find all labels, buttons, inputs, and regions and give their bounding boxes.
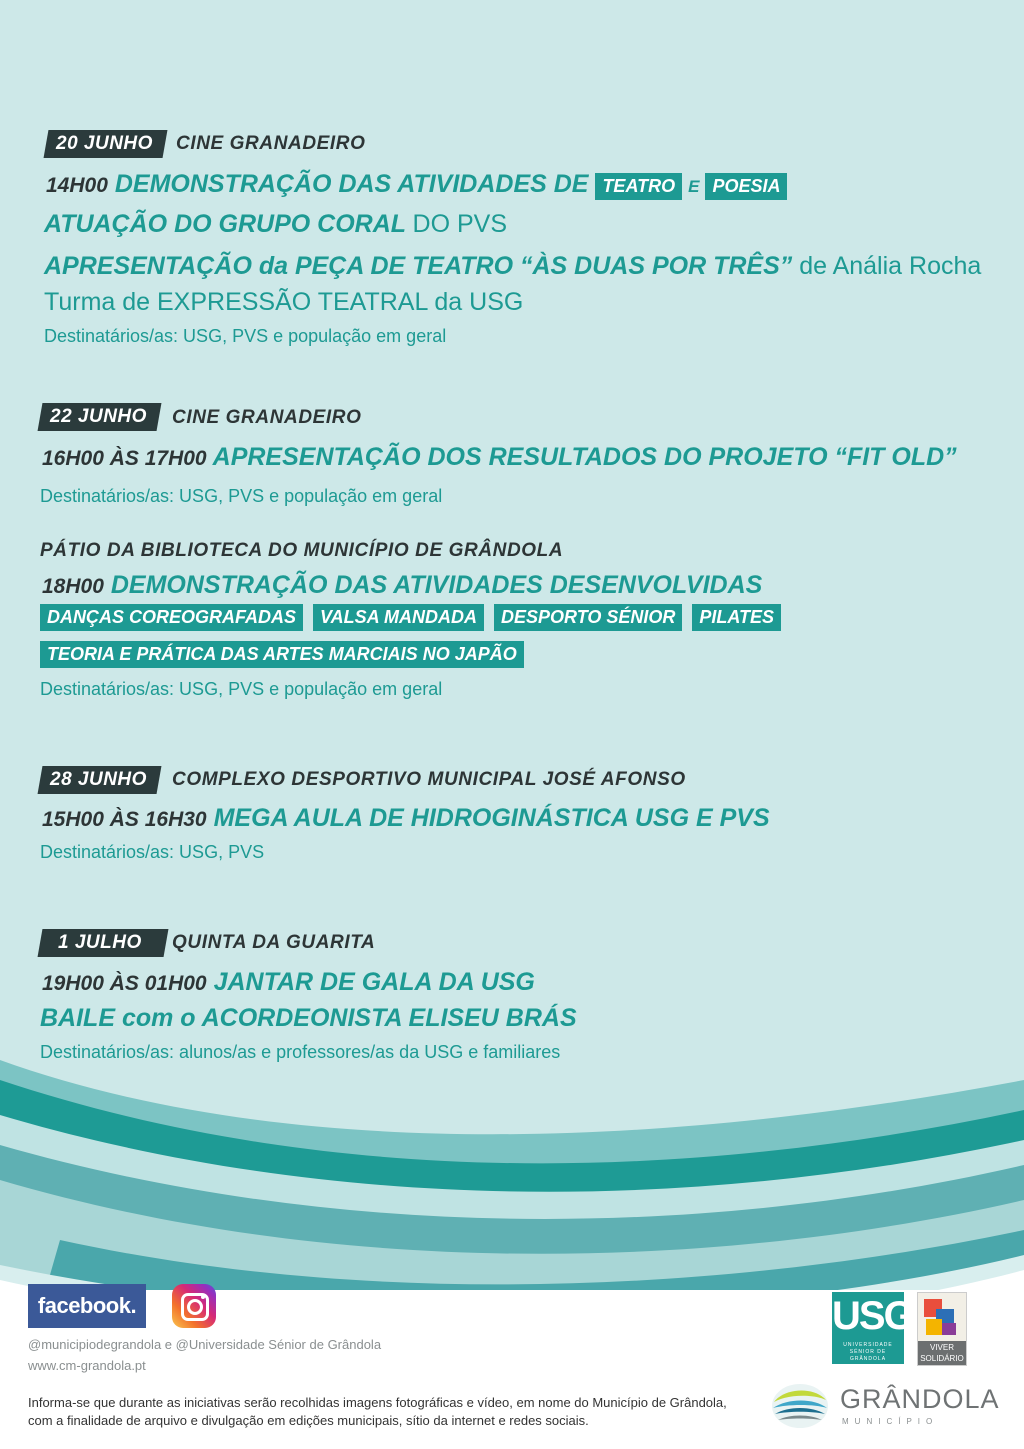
event-title: JANTAR DE GALA DA USG [213,968,535,996]
date-tag-1-julho: 1 JULHO [38,929,169,957]
event-title: DEMONSTRAÇÃO DAS ATIVIDADES DE [114,170,589,198]
event-line [42,571,762,600]
apresentacao-author: de Anália Rocha [799,252,982,280]
website-link[interactable]: www.cm-grandola.pt [28,1358,146,1373]
activity-chips-row2 [40,641,534,668]
chip-dancas: DANÇAS COREOGRAFADAS [40,604,303,631]
baile-b: ACORDEONISTA ELISEU BRÁS [201,1004,577,1032]
venue-label: CINE GRANADEIRO [172,407,362,428]
venue-label: CINE GRANADEIRO [176,133,366,154]
grandola-logo-text: GRÂNDOLA [840,1384,1000,1414]
event-title: APRESENTAÇÃO DOS RESULTADOS DO PROJETO “FIT OLD” [212,443,957,471]
event-line [42,804,770,833]
viver-solidario-label: VIVER SOLIDÁRIO [918,1341,966,1365]
event-line [42,443,957,472]
event-title: DEMONSTRAÇÃO DAS ATIVIDADES DESENVOLVIDAS [110,571,763,599]
usg-logo-text: USG [832,1294,913,1338]
destinatarios: Destinatários/as: USG, PVS e população em geral [44,326,447,346]
chip-valsa: VALSA MANDADA [313,604,484,631]
coral-line [44,210,507,239]
coral-normal: DO PVS [412,210,508,238]
chip-desporto: DESPORTO SÉNIOR [494,604,682,631]
event-time: 16H00 ÀS 17H00 [42,447,207,470]
chip-poesia: POESIA [705,173,787,200]
apresentacao-da: da [258,252,289,280]
apresentacao-a: APRESENTAÇÃO [44,252,252,280]
coral-bold: ATUAÇÃO DO GRUPO CORAL [44,210,406,238]
destinatarios: Destinatários/as: USG, PVS e população em geral [40,486,443,506]
destinatarios: Destinatários/as: USG, PVS e população em geral [40,679,443,699]
instagram-icon[interactable] [172,1284,216,1328]
destinatarios: Destinatários/as: USG, PVS [40,842,265,862]
chip-artes-marciais: TEORIA E PRÁTICA DAS ARTES MARCIAIS NO JAPÃO [40,641,524,668]
social-handles: @municipiodegrandola e @Universidade Sénior de Grândola [28,1337,382,1352]
apresentacao-b: PEÇA DE TEATRO “ÀS DUAS POR TRÊS” [294,252,793,280]
conjunction: E [688,177,700,196]
event-line [42,968,535,997]
date-tag-22-junho: 22 JUNHO [38,403,162,431]
usg-logo-subtext: UNIVERSIDADE SÉNIOR DE GRÂNDOLA [843,1342,893,1362]
event-line [46,170,787,200]
turma-line: Turma de EXPRESSÃO TEATRAL da USG [44,288,524,316]
event-time: 14H00 [46,174,108,197]
chip-pilates: PILATES [692,604,781,631]
venue-label: QUINTA DA GUARITA [172,932,376,953]
grandola-logo-sub: MUNICÍPIO [842,1417,939,1426]
event-time: 18H00 [42,575,104,598]
date-tag-20-junho: 20 JUNHO [44,130,168,158]
date-tag-28-junho: 28 JUNHO [38,766,162,794]
apresentacao-line [44,252,981,281]
event-time: 19H00 ÀS 01H00 [42,972,207,995]
event-title: MEGA AULA DE HIDROGINÁSTICA USG E PVS [213,804,770,832]
activity-chips [40,604,791,631]
venue-label-biblioteca: PÁTIO DA BIBLIOTECA DO MUNICÍPIO DE GRÂNDOLA [40,540,564,561]
baile-a: BAILE [40,1004,115,1032]
baile-line [40,1004,577,1033]
destinatarios: Destinatários/as: alunos/as e professores/as da USG e familiares [40,1042,561,1062]
usg-logo [832,1292,913,1364]
event-time: 15H00 ÀS 16H30 [42,808,207,831]
venue-label: COMPLEXO DESPORTIVO MUNICIPAL JOSÉ AFONSO [172,769,686,790]
viver-solidario-logo [917,1292,967,1366]
chip-teatro: TEATRO [595,173,682,200]
baile-com: com o [121,1004,196,1032]
facebook-logo[interactable]: facebook. [28,1284,146,1328]
photo-notice: Informa-se que durante as iniciativas serão recolhidas imagens fotográficas e vídeo, em nome do Município de Grândola, com a finalidade de arquivo e divulgação em edições municipais, sítio da internet e redes sociais. [28,1395,727,1428]
